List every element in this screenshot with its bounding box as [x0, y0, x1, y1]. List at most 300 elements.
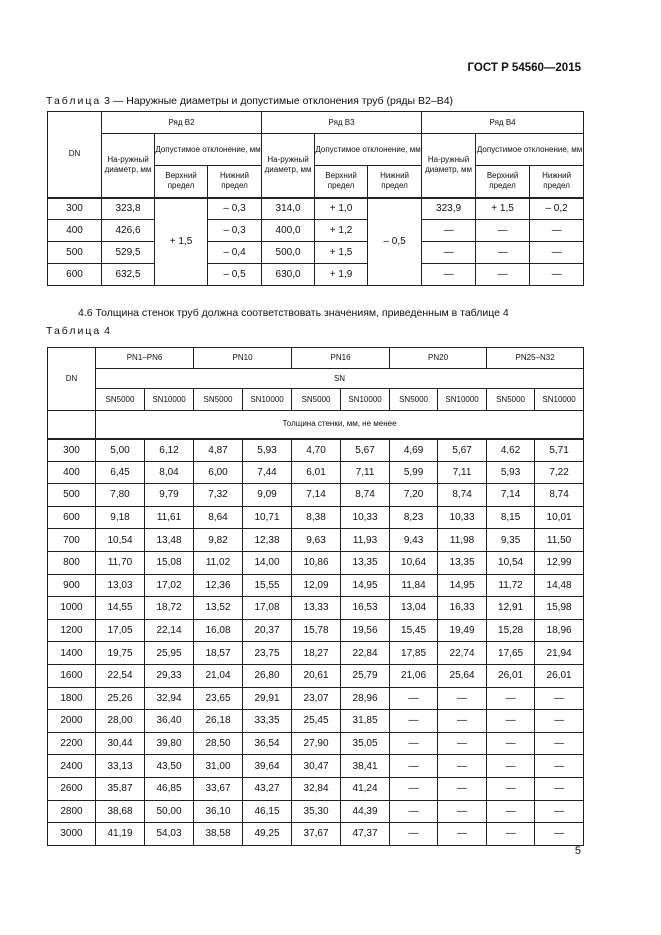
table3-row — [48, 220, 584, 242]
table-cell: 35,05 — [341, 732, 390, 755]
table-cell: 4,70 — [292, 439, 341, 462]
table-cell: 19,75 — [96, 642, 145, 665]
table-cell: 25,45 — [292, 710, 341, 733]
table-cell: 7,14 — [487, 484, 535, 507]
table-cell: 16,53 — [341, 597, 390, 620]
table4-sn-col: SN10000 — [535, 389, 584, 411]
table-cell: 25,64 — [438, 664, 487, 687]
table4-pn-group: PN10 — [194, 348, 292, 369]
table3-b2-tolerance-header: Допустимое отклонение, мм — [155, 134, 262, 166]
table4-row — [48, 619, 584, 642]
table4-dn-cell: 700 — [48, 529, 96, 552]
table3-row — [48, 198, 584, 220]
table-cell: 30,44 — [96, 732, 145, 755]
table-cell: 4,87 — [194, 439, 243, 462]
table-cell: 18,72 — [145, 597, 194, 620]
table-cell: 25,26 — [96, 687, 145, 710]
table-cell: 300 — [48, 198, 102, 220]
table-cell: 7,32 — [194, 484, 243, 507]
table-cell: 9,43 — [390, 529, 438, 552]
table4-pn-group: PN16 — [292, 348, 390, 369]
document-code: ГОСТ Р 54560—2015 — [467, 62, 581, 74]
table-cell: 5,67 — [341, 439, 390, 462]
table-cell: 13,48 — [145, 529, 194, 552]
table-cell: 13,04 — [390, 597, 438, 620]
table-cell: 22,84 — [341, 642, 390, 665]
table-cell: 27,90 — [292, 732, 341, 755]
table-cell: 37,67 — [292, 823, 341, 846]
table-cell: 9,09 — [243, 484, 292, 507]
table-cell: 9,79 — [145, 484, 194, 507]
table-cell: 5,71 — [535, 439, 584, 462]
table-cell: 23,75 — [243, 642, 292, 665]
table-cell: 50,00 — [145, 800, 194, 823]
table-cell: 8,15 — [487, 506, 535, 529]
table-cell: — — [422, 220, 476, 242]
table3-group-b3: Ряд В3 — [262, 112, 422, 134]
table-cell: 35,87 — [96, 777, 145, 800]
table-cell: 11,61 — [145, 506, 194, 529]
table-cell: 400 — [48, 220, 102, 242]
table-cell: — — [487, 732, 535, 755]
table-cell: 323,9 — [422, 198, 476, 220]
table-cell: 500,0 — [262, 242, 315, 264]
table-cell: 9,35 — [487, 529, 535, 552]
table-cell: — — [438, 777, 487, 800]
table3-row — [48, 242, 584, 264]
table-cell: 15,78 — [292, 619, 341, 642]
table-cell: 10,54 — [96, 529, 145, 552]
table-cell: — — [438, 755, 487, 778]
table-cell: – 0,3 — [208, 198, 262, 220]
table4-pn-group: PN25–N32 — [487, 348, 584, 369]
table4-sn-col: SN5000 — [292, 389, 341, 411]
table-cell: 9,18 — [96, 506, 145, 529]
table-cell: – 0,2 — [530, 198, 584, 220]
table-cell: — — [476, 242, 530, 264]
table-cell: 17,08 — [243, 597, 292, 620]
table-cell: 18,57 — [194, 642, 243, 665]
table4-dn-header: DN — [48, 348, 96, 411]
table-cell: 46,85 — [145, 777, 194, 800]
table4-dn-header-blank — [48, 411, 96, 439]
table-cell: — — [487, 755, 535, 778]
table-cell: 6,00 — [194, 461, 243, 484]
table-cell: 8,74 — [535, 484, 584, 507]
table-cell: 26,80 — [243, 664, 292, 687]
table-cell: 14,55 — [96, 597, 145, 620]
table-cell: 35,30 — [292, 800, 341, 823]
table3-group-b2: Ряд В2 — [102, 112, 262, 134]
table4-row — [48, 823, 584, 846]
table-cell: — — [530, 264, 584, 286]
table-cell: 8,38 — [292, 506, 341, 529]
table-cell: 12,36 — [194, 574, 243, 597]
table4-dn-cell: 900 — [48, 574, 96, 597]
table-cell: 26,01 — [535, 664, 584, 687]
table-cell: 14,00 — [243, 551, 292, 574]
table-cell: 13,52 — [194, 597, 243, 620]
table4-dn-cell: 2000 — [48, 710, 96, 733]
table-cell: — — [438, 800, 487, 823]
table-cell: 7,11 — [341, 461, 390, 484]
table-cell: 600 — [48, 264, 102, 286]
table3 — [47, 111, 584, 286]
table-cell: 8,64 — [194, 506, 243, 529]
table-cell: 49,25 — [243, 823, 292, 846]
table-cell: 9,82 — [194, 529, 243, 552]
table-cell: 43,50 — [145, 755, 194, 778]
table-cell: 13,35 — [341, 551, 390, 574]
table-cell: 43,27 — [243, 777, 292, 800]
table4-thickness-header: Толщина стенки, мм, не менее — [96, 411, 584, 439]
table-cell: — — [438, 710, 487, 733]
table-cell: 11,84 — [390, 574, 438, 597]
table-cell: 500 — [48, 242, 102, 264]
table-cell: + 1,0 — [315, 198, 368, 220]
table4-row — [48, 506, 584, 529]
table4-dn-cell: 1400 — [48, 642, 96, 665]
table-cell: 10,01 — [535, 506, 584, 529]
table4-row — [48, 777, 584, 800]
table4-row — [48, 642, 584, 665]
table-cell: 12,38 — [243, 529, 292, 552]
table-cell: 41,24 — [341, 777, 390, 800]
table-cell: 44,39 — [341, 800, 390, 823]
table-cell: 10,64 — [390, 551, 438, 574]
table4-sn-col: SN10000 — [438, 389, 487, 411]
table4-caption-word: Таблица — [46, 325, 102, 337]
table-cell: 15,98 — [535, 597, 584, 620]
table4-row — [48, 755, 584, 778]
table-cell: – 0,4 — [208, 242, 262, 264]
table-cell: 15,08 — [145, 551, 194, 574]
table-cell: — — [422, 242, 476, 264]
table-cell: 7,20 — [390, 484, 438, 507]
table-cell: 33,13 — [96, 755, 145, 778]
table3-group-b4: Ряд В4 — [422, 112, 584, 134]
table-cell: 15,55 — [243, 574, 292, 597]
table-cell: 31,00 — [194, 755, 243, 778]
table-cell: 21,04 — [194, 664, 243, 687]
table-cell: — — [535, 777, 584, 800]
table4-sn-header: SN — [96, 369, 584, 389]
table4-sn-col: SN10000 — [145, 389, 194, 411]
page-number: 5 — [574, 845, 581, 857]
table-cell: 5,99 — [390, 461, 438, 484]
table4-sn-col: SN10000 — [341, 389, 390, 411]
table-cell: 17,05 — [96, 619, 145, 642]
table-cell: 5,67 — [438, 439, 487, 462]
table-cell: 12,99 — [535, 551, 584, 574]
table3-b2-lower-header: Нижний предел — [208, 166, 262, 198]
table-cell: 10,33 — [438, 506, 487, 529]
table3-b2-upper-merged: + 1,5 — [155, 198, 208, 286]
table-cell: 11,02 — [194, 551, 243, 574]
table-cell: 11,50 — [535, 529, 584, 552]
table4-row — [48, 484, 584, 507]
table-cell: 46,15 — [243, 800, 292, 823]
table-cell: — — [438, 823, 487, 846]
table-cell: 11,93 — [341, 529, 390, 552]
table4-row — [48, 710, 584, 733]
table-cell: 18,27 — [292, 642, 341, 665]
table-cell: + 1,9 — [315, 264, 368, 286]
table-cell: — — [390, 823, 438, 846]
table-cell: 14,48 — [535, 574, 584, 597]
table-cell: 5,93 — [487, 461, 535, 484]
table-cell: 41,19 — [96, 823, 145, 846]
table-cell: — — [422, 264, 476, 286]
table-cell: 13,35 — [438, 551, 487, 574]
table-cell: 6,45 — [96, 461, 145, 484]
table-cell: 14,95 — [438, 574, 487, 597]
table4-dn-cell: 2800 — [48, 800, 96, 823]
table-cell: 10,54 — [487, 551, 535, 574]
table-cell: 19,56 — [341, 619, 390, 642]
table3-b4-diameter-header: На-ружный диаметр, мм — [422, 134, 476, 198]
table3-dn-header: DN — [48, 112, 102, 198]
table4-dn-cell: 1600 — [48, 664, 96, 687]
table-cell: 4,69 — [390, 439, 438, 462]
table-cell: — — [487, 710, 535, 733]
table3-caption — [46, 95, 453, 107]
table-cell: + 1,5 — [476, 198, 530, 220]
table4-dn-cell: 1800 — [48, 687, 96, 710]
table-cell: 5,93 — [243, 439, 292, 462]
table-cell: 11,70 — [96, 551, 145, 574]
table-cell: 6,12 — [145, 439, 194, 462]
table-cell: + 1,5 — [315, 242, 368, 264]
table-cell: 15,28 — [487, 619, 535, 642]
table-cell: 38,58 — [194, 823, 243, 846]
table4-dn-cell: 2200 — [48, 732, 96, 755]
table-cell: + 1,2 — [315, 220, 368, 242]
table-cell: — — [438, 687, 487, 710]
table4-dn-cell: 400 — [48, 461, 96, 484]
table-cell: — — [487, 823, 535, 846]
table-cell: — — [390, 800, 438, 823]
table-cell: 22,54 — [96, 664, 145, 687]
table-cell: 529,5 — [102, 242, 155, 264]
table-cell: 17,02 — [145, 574, 194, 597]
table-cell: – 0,3 — [208, 220, 262, 242]
table-cell: — — [530, 220, 584, 242]
table-cell: 36,10 — [194, 800, 243, 823]
table-cell: 8,74 — [341, 484, 390, 507]
table4-row — [48, 529, 584, 552]
table3-b3-diameter-header: На-ружный диаметр, мм — [262, 134, 315, 198]
table-cell: 21,06 — [390, 664, 438, 687]
section-4-6-paragraph: 4.6 Толщина стенок труб должна соответствовать значениям, приведенным в таблице 4 — [78, 307, 509, 319]
table3-b4-tolerance-header: Допустимое отклонение, мм — [476, 134, 584, 166]
table-cell: 23,65 — [194, 687, 243, 710]
table3-b3-upper-header: Верхний предел — [315, 166, 368, 198]
table-cell: 33,35 — [243, 710, 292, 733]
table-cell: 7,22 — [535, 461, 584, 484]
table-cell: 22,74 — [438, 642, 487, 665]
table-cell: 8,23 — [390, 506, 438, 529]
table-cell: — — [390, 777, 438, 800]
table-cell: 10,86 — [292, 551, 341, 574]
table-cell: 18,96 — [535, 619, 584, 642]
table-cell: 314,0 — [262, 198, 315, 220]
table-cell: 29,33 — [145, 664, 194, 687]
table3-b2-diameter-header: На-ружный диаметр, мм — [102, 134, 155, 198]
table-cell: 630,0 — [262, 264, 315, 286]
table4-sn-col: SN5000 — [194, 389, 243, 411]
table-cell: 28,50 — [194, 732, 243, 755]
table4-sn-col: SN5000 — [487, 389, 535, 411]
table-cell: 22,14 — [145, 619, 194, 642]
table4-row — [48, 439, 584, 462]
table4-dn-cell: 3000 — [48, 823, 96, 846]
table-cell: — — [476, 220, 530, 242]
table4-row — [48, 732, 584, 755]
table-cell: 29,91 — [243, 687, 292, 710]
table-cell: 28,00 — [96, 710, 145, 733]
table-cell: 14,95 — [341, 574, 390, 597]
table4-sn-col: SN5000 — [96, 389, 145, 411]
table4-pn-group: PN20 — [390, 348, 487, 369]
table4-caption — [46, 325, 110, 337]
table-cell: 8,04 — [145, 461, 194, 484]
table-cell: 15,45 — [390, 619, 438, 642]
table-cell: 10,33 — [341, 506, 390, 529]
table-cell: 7,14 — [292, 484, 341, 507]
table-cell: 17,65 — [487, 642, 535, 665]
table4-row — [48, 800, 584, 823]
table-cell: 426,6 — [102, 220, 155, 242]
table-cell: 13,33 — [292, 597, 341, 620]
table-cell: 36,40 — [145, 710, 194, 733]
table4-row — [48, 574, 584, 597]
table-cell: 25,95 — [145, 642, 194, 665]
table3-b3-lower-merged: – 0,5 — [368, 198, 422, 286]
table-cell: — — [390, 710, 438, 733]
table-cell: 16,33 — [438, 597, 487, 620]
table-cell: 39,64 — [243, 755, 292, 778]
table-cell: 38,41 — [341, 755, 390, 778]
table-cell: 31,85 — [341, 710, 390, 733]
table-cell: 20,37 — [243, 619, 292, 642]
table-cell: — — [535, 710, 584, 733]
table-cell: 8,74 — [438, 484, 487, 507]
table-cell: — — [535, 800, 584, 823]
table-cell: 23,07 — [292, 687, 341, 710]
table-cell: 47,37 — [341, 823, 390, 846]
table-cell: — — [535, 732, 584, 755]
table-cell: — — [438, 732, 487, 755]
table4-caption-text: 4 — [101, 325, 110, 337]
table4-row — [48, 461, 584, 484]
table3-row — [48, 264, 584, 286]
table-cell: 9,63 — [292, 529, 341, 552]
table-cell: — — [390, 755, 438, 778]
table-cell: — — [535, 755, 584, 778]
table-cell: — — [535, 823, 584, 846]
table4-sn-col: SN10000 — [243, 389, 292, 411]
table-cell: — — [487, 777, 535, 800]
table-cell: — — [476, 264, 530, 286]
table-cell: 54,03 — [145, 823, 194, 846]
table4-row — [48, 551, 584, 574]
table-cell: 28,96 — [341, 687, 390, 710]
table-cell: 11,72 — [487, 574, 535, 597]
table-cell: — — [535, 687, 584, 710]
table-cell: 11,98 — [438, 529, 487, 552]
table-cell: 19,49 — [438, 619, 487, 642]
table-cell: 7,80 — [96, 484, 145, 507]
table-cell: 5,00 — [96, 439, 145, 462]
table-cell: 32,94 — [145, 687, 194, 710]
table-cell: 20,61 — [292, 664, 341, 687]
table-cell: 26,18 — [194, 710, 243, 733]
table-cell: 13,03 — [96, 574, 145, 597]
table-cell: 6,01 — [292, 461, 341, 484]
table-cell: — — [530, 242, 584, 264]
table4-dn-cell: 1000 — [48, 597, 96, 620]
table-cell: 7,44 — [243, 461, 292, 484]
table-cell: – 0,5 — [208, 264, 262, 286]
table3-caption-text: 3 — Наружные диаметры и допустимые отклонения труб (ряды В2–В4) — [101, 95, 454, 107]
table-cell: 400,0 — [262, 220, 315, 242]
table4-dn-cell: 500 — [48, 484, 96, 507]
table-cell: 10,71 — [243, 506, 292, 529]
table-cell: — — [390, 687, 438, 710]
table-cell: 21,94 — [535, 642, 584, 665]
table4-dn-cell: 2400 — [48, 755, 96, 778]
table4-dn-cell: 600 — [48, 506, 96, 529]
table-cell: 12,09 — [292, 574, 341, 597]
table4-dn-cell: 800 — [48, 551, 96, 574]
table4-sn-col: SN5000 — [390, 389, 438, 411]
table4-row — [48, 664, 584, 687]
table3-b2-upper-header: Верхний предел — [155, 166, 208, 198]
table4-pn-group: PN1–PN6 — [96, 348, 194, 369]
table-cell: 32,84 — [292, 777, 341, 800]
table-cell: 323,8 — [102, 198, 155, 220]
table4-dn-cell: 1200 — [48, 619, 96, 642]
table-cell: 632,5 — [102, 264, 155, 286]
table3-b3-tolerance-header: Допустимое отклонение, мм — [315, 134, 422, 166]
table-cell: 39,80 — [145, 732, 194, 755]
table-cell: — — [487, 687, 535, 710]
table-cell: 16,08 — [194, 619, 243, 642]
table4-row — [48, 687, 584, 710]
table3-b3-lower-header: Нижний предел — [368, 166, 422, 198]
table-cell: 33,67 — [194, 777, 243, 800]
table-cell: 38,68 — [96, 800, 145, 823]
table3-b4-lower-header: Нижний предел — [530, 166, 584, 198]
table-cell: 17,85 — [390, 642, 438, 665]
table-cell: 30,47 — [292, 755, 341, 778]
table4-dn-cell: 2600 — [48, 777, 96, 800]
table-cell: 36,54 — [243, 732, 292, 755]
table-cell: — — [390, 732, 438, 755]
table4-row — [48, 597, 584, 620]
table4 — [47, 347, 584, 846]
table-cell: — — [487, 800, 535, 823]
table-cell: 12,91 — [487, 597, 535, 620]
table-cell: 7,11 — [438, 461, 487, 484]
table-cell: 25,79 — [341, 664, 390, 687]
table-cell: 4,62 — [487, 439, 535, 462]
table4-dn-cell: 300 — [48, 439, 96, 462]
table-cell: 26,01 — [487, 664, 535, 687]
table3-caption-word: Таблица — [46, 95, 102, 107]
table3-b4-upper-header: Верхний предел — [476, 166, 530, 198]
